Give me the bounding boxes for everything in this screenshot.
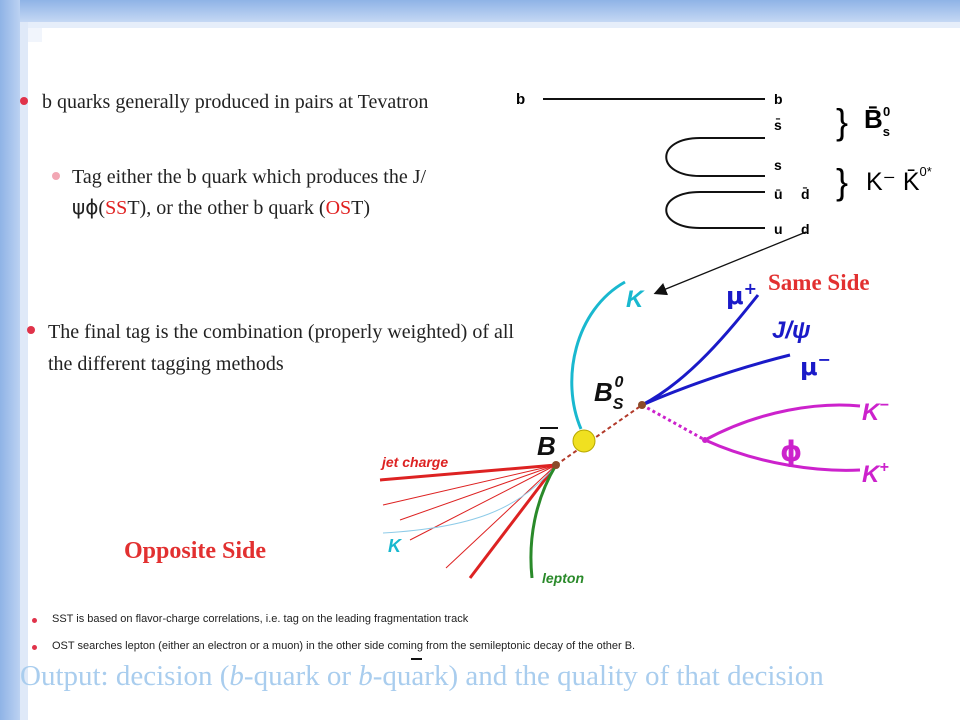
bbar-label: B [537, 431, 556, 461]
quark-b-right: b [774, 91, 783, 107]
output-bbar-quark: b [358, 660, 373, 692]
bullet-final-tag: The final tag is the combination (properly weighted) of all the different tagging methods [48, 321, 514, 375]
quark-sbar: s̄ [774, 117, 782, 133]
same-side-label: Same Side [768, 270, 870, 295]
output-line [20, 660, 960, 693]
mu-plus-label: μ+ [726, 279, 758, 310]
quark-u: u [774, 221, 783, 237]
mu-minus-label: μ− [800, 350, 832, 381]
footnote-sst: SST is based on flavor-charge correlations, i.e. tag on the leading fragmentation track [52, 613, 469, 625]
bbar-decay-vertex [552, 461, 560, 469]
ost-abbrev: OS [325, 197, 352, 219]
output-prefix: Output: decision ( [20, 660, 230, 692]
quark-s: s [774, 157, 782, 173]
lepton-label: lepton [542, 570, 584, 586]
same-side-kaon-label: K [626, 286, 644, 313]
sst-abbrev: SS [105, 197, 128, 219]
psi-phi-symbol: ψϕ [72, 195, 99, 219]
mu-plus-track [642, 295, 758, 405]
quark-ubar: ū [774, 186, 783, 202]
meson-kk-label: K⁻ K̄$^{0*}$ [866, 164, 932, 196]
quark-diagram [516, 91, 932, 293]
ost-rest: T) [351, 197, 371, 219]
bullet-b-quark-pairs: b quarks generally produced in pairs at Tevatron [42, 91, 429, 113]
bullet-tag-text: Tag either the b quark which produces the J/ [72, 166, 427, 188]
brace-upper: } [836, 101, 849, 142]
jet-track-3 [400, 465, 556, 520]
brace-lower: } [836, 161, 849, 202]
k-minus-label: K− [862, 397, 889, 426]
ss-pair-line [666, 138, 765, 176]
quark-d: d [801, 221, 810, 237]
footnote-ost: OST searches lepton (either an electron or a muon) in the other side coming from the semileptonic decay of the other B. [52, 640, 636, 652]
phi-decay-vertex [702, 437, 708, 443]
paren-open: ( [98, 197, 106, 219]
quark-dbar: d̄ [801, 186, 810, 202]
primary-vertex [573, 430, 595, 452]
meson-bs-label: $B̄_s0$ [864, 104, 891, 139]
jet-track-5 [446, 465, 556, 568]
event-display [380, 279, 889, 586]
k-plus-label: K+ [862, 459, 889, 488]
mu-minus-track [642, 355, 790, 405]
output-mid: -quark or [243, 660, 359, 692]
sst-rest: T), or the other b quark ( [127, 197, 326, 219]
jet-charge-label: jet charge [382, 454, 449, 470]
footnote-dot-2 [32, 645, 37, 650]
opposite-kaon-label: K [388, 536, 401, 556]
bs-label: $B_S0$ [594, 374, 624, 413]
bs-decay-vertex [638, 401, 646, 409]
jpsi-label: J/ψ [772, 317, 811, 344]
output-b-quark: b [229, 660, 244, 692]
uu-pair-line [666, 192, 765, 228]
opposite-side-label: Opposite Side [124, 538, 267, 564]
output-suffix: -quark) and the quality of that decision [372, 660, 824, 692]
phi-flight-line [642, 405, 705, 440]
footnote-dot-1 [32, 618, 37, 623]
phi-label: ϕ [780, 435, 803, 468]
quark-b-left: b [516, 91, 526, 108]
b-flight-line [556, 405, 642, 465]
